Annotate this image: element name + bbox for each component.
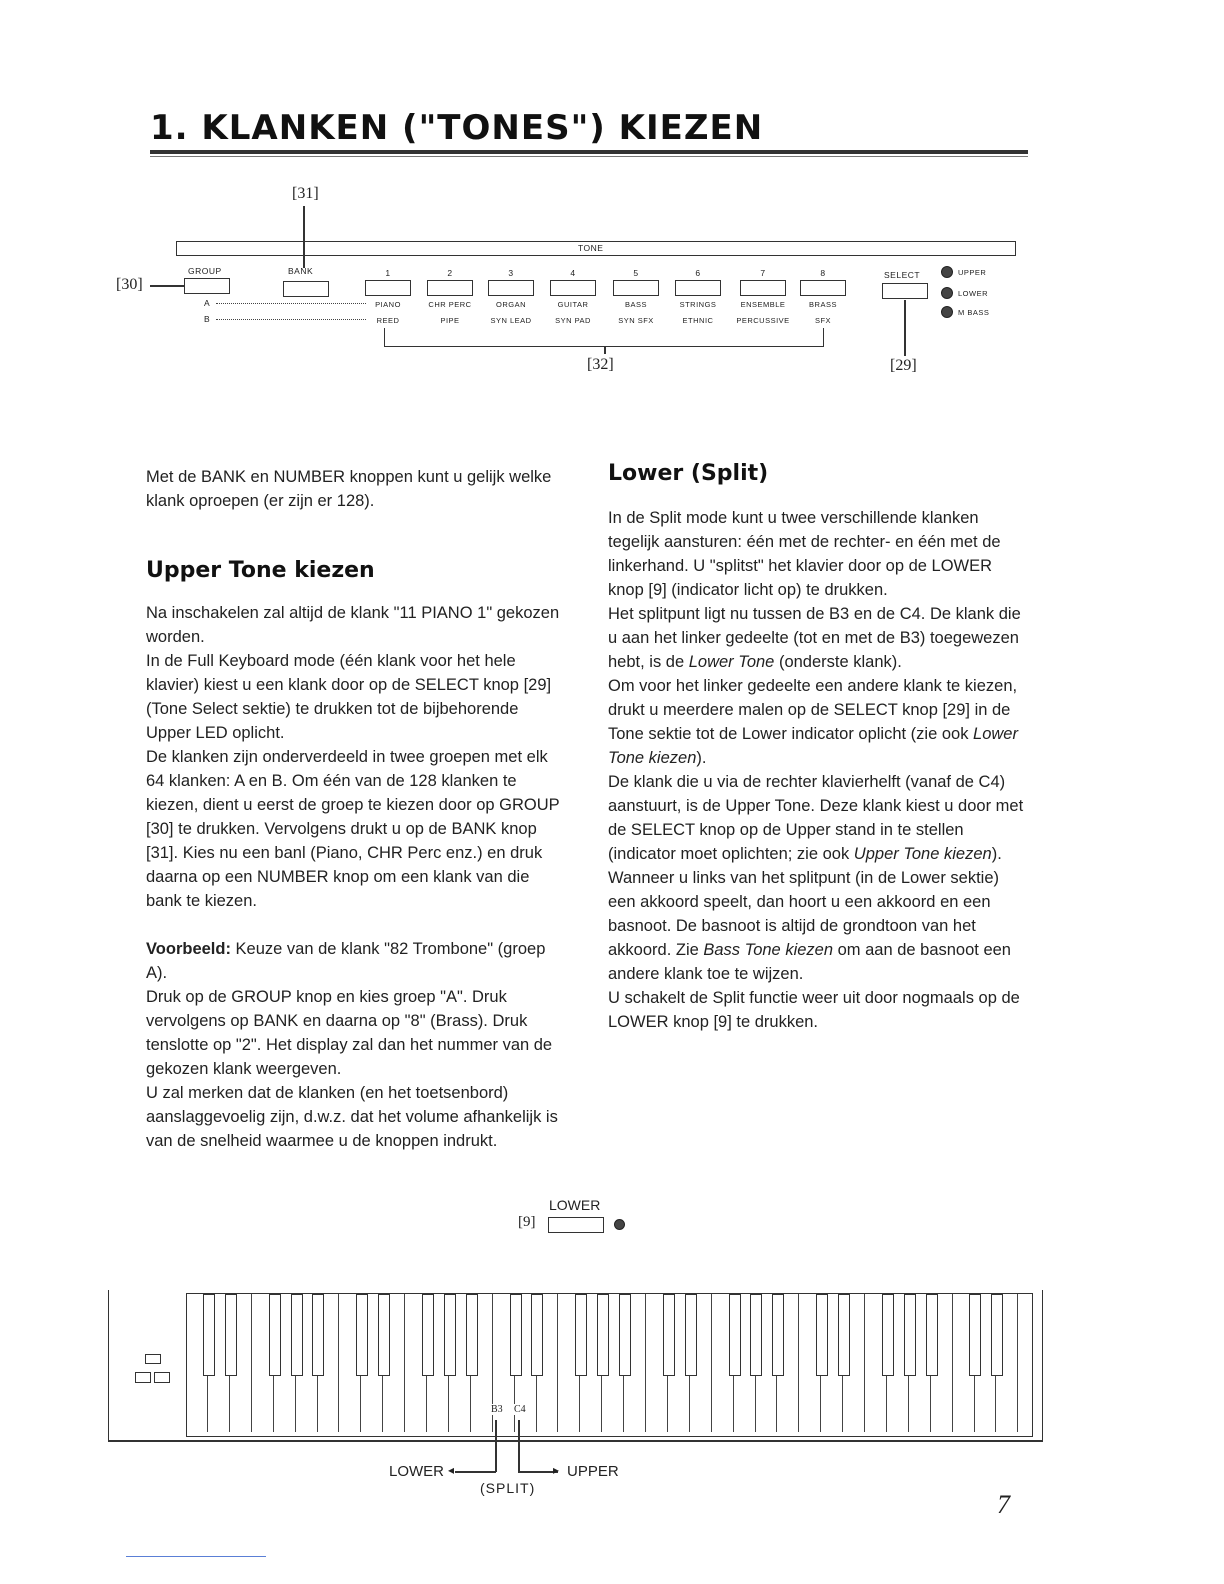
keyboard-upper-label: UPPER (567, 1463, 619, 1480)
upper-led-label: UPPER (958, 268, 987, 277)
right-column (608, 462, 1026, 1034)
paragraph: In de Full Keyboard mode (één klank voor het hele klavier) kiest u een klank door op de SELECT knop [29] (Tone Select sektie) te drukken tot de bijbehorende Upper LED oplicht. (146, 652, 552, 742)
lower-button-label: LOWER (549, 1197, 601, 1213)
b3-label: B3 (491, 1404, 503, 1415)
bank-pointer-line (303, 206, 305, 268)
black-key[interactable] (466, 1294, 478, 1376)
bank-button[interactable] (283, 281, 329, 297)
lower-arrow-line (455, 1471, 496, 1473)
example-label: Voorbeeld: (146, 940, 231, 958)
black-key[interactable] (378, 1294, 390, 1376)
page-number: 7 (997, 1490, 1010, 1519)
tone-label: TONE (578, 243, 604, 253)
black-key[interactable] (772, 1294, 784, 1376)
paragraph: U schakelt de Split functie weer uit door nogmaals op de LOWER knop [9] te drukken. (608, 989, 1020, 1031)
ref-number: [32] (587, 356, 614, 373)
bank-a-name: STRINGS (679, 300, 717, 309)
bank-b-name: PERCUSSIVE (736, 316, 790, 325)
ref-group: [30] (116, 276, 143, 293)
black-key[interactable] (269, 1294, 281, 1376)
bank-b-name: SFX (814, 316, 832, 325)
ref-lower: [9] (518, 1214, 536, 1230)
number-button-face[interactable] (550, 280, 596, 296)
number-button-face[interactable] (365, 280, 411, 296)
number-button-5[interactable] (610, 268, 662, 325)
black-key[interactable] (882, 1294, 894, 1376)
mbass-led-icon (941, 306, 953, 318)
paragraph: Na inschakelen zal altijd de klank "11 PIANO 1" gekozen worden. (146, 604, 560, 646)
number-button-8[interactable] (797, 268, 849, 325)
select-pointer-line (904, 300, 906, 356)
group-pointer-line (150, 285, 184, 287)
text: De klank die u via de rechter klavierhelft (vanaf de C4) aanstuurt, is de Upper Tone. Deze klank kiest u door met de SELECT knop op de Upper stand in te stellen (indicator moet oplichten; zie ook (608, 773, 1024, 863)
number-button-face[interactable] (800, 280, 846, 296)
bank-a-name: CHR PERC (428, 300, 472, 309)
upper-arrow-line (518, 1471, 558, 1473)
split-label: (SPLIT) (480, 1480, 536, 1496)
black-key[interactable] (291, 1294, 303, 1376)
left-column (146, 465, 566, 1153)
number-button-2[interactable] (424, 268, 476, 325)
group-label: GROUP (188, 266, 222, 276)
paragraph (608, 674, 1026, 770)
emphasis: Upper Tone kiezen (853, 845, 992, 863)
split-line-right (518, 1420, 520, 1472)
black-key[interactable] (969, 1294, 981, 1376)
mbass-led-label: M BASS (958, 308, 990, 317)
c4-label: C4 (514, 1404, 526, 1415)
upper-led-icon (941, 266, 953, 278)
arrow-left-icon: ◂ (448, 1463, 455, 1477)
ref-bank: [31] (292, 185, 319, 202)
bank-b-name: SYN SFX (618, 316, 654, 325)
number-button-face[interactable] (613, 280, 659, 296)
number-pointer-line (604, 346, 606, 354)
number-label: 5 (633, 268, 639, 278)
intro-paragraph: Met de BANK en NUMBER knoppen kunt u gelijk welke klank oproepen (er zijn er 128). (146, 468, 552, 510)
number-label: 6 (695, 268, 701, 278)
bank-a-name: PIANO (375, 300, 401, 309)
select-label: SELECT (884, 270, 921, 280)
keys (187, 1294, 1032, 1434)
panel-button-icon (135, 1372, 151, 1383)
number-button-face[interactable] (427, 280, 473, 296)
footer-rule (126, 1556, 266, 1557)
text: om aan de basnoot een andere klank toe te wijzen. (608, 941, 1011, 983)
lower-led-label: LOWER (958, 289, 989, 298)
paragraph (608, 602, 1026, 674)
number-button-1[interactable] (362, 268, 414, 325)
black-key[interactable] (422, 1294, 434, 1376)
number-button-4[interactable] (547, 268, 599, 325)
bank-a-name: ENSEMBLE (740, 300, 786, 309)
paragraph (608, 770, 1026, 866)
split-line-left (495, 1420, 497, 1472)
black-key[interactable] (575, 1294, 587, 1376)
number-bracket (384, 328, 824, 347)
bank-b-name: SYN PAD (555, 316, 591, 325)
black-key[interactable] (991, 1294, 1003, 1376)
paragraph: In de Split mode kunt u twee verschillende klanken tegelijk aansturen: één met de rechter- en één met de linkerhand. U "splitst" het klavier door op de LOWER knop [9] (indicator licht op) te drukken. (608, 509, 1001, 599)
heading-lower-split: Lower (Split) (608, 461, 769, 486)
black-key[interactable] (729, 1294, 741, 1376)
black-key[interactable] (531, 1294, 543, 1376)
select-button[interactable] (882, 283, 928, 299)
example-text: Keuze van de klank "82 Trombone" (groep A). (146, 940, 546, 982)
page-title: 1. KLANKEN ("TONES") KIEZEN (150, 108, 764, 148)
bank-b-name: SYN LEAD (490, 316, 532, 325)
black-key[interactable] (356, 1294, 368, 1376)
example-paragraph (146, 937, 566, 985)
bank-b-name: ETHNIC (682, 316, 714, 325)
panel-button-icon (145, 1354, 161, 1364)
black-key[interactable] (926, 1294, 938, 1376)
group-a-line (216, 303, 366, 304)
arrow-right-icon: ▸ (553, 1463, 560, 1477)
number-button-7[interactable] (733, 268, 793, 325)
number-label: 2 (447, 268, 453, 278)
group-button[interactable] (184, 278, 230, 294)
bank-a-name: ORGAN (495, 300, 526, 309)
tone-panel-diagram (0, 0, 1224, 400)
text: ). (696, 749, 707, 767)
emphasis: Bass Tone kiezen (703, 941, 834, 959)
paragraph: De klanken zijn onderverdeeld in twee groepen met elk 64 klanken: A en B. Om één van de 128 klanken te kiezen, dient u eerst de groep te kiezen door op GROUP [30] te drukken. Vervolgens drukt u op de BANK knop [31]. Kies nu een banl (Piano, CHR Perc enz.) en druk daarna op een NUMBER knop om een klank van die bank te kiezen. (146, 748, 560, 910)
emphasis: Lower Tone (688, 653, 775, 671)
panel-button-icon (154, 1372, 170, 1383)
number-label: 7 (760, 268, 766, 278)
lower-led-icon (941, 287, 953, 299)
black-key[interactable] (203, 1294, 215, 1376)
text: Wanneer u links van het splitpunt (in de Lower sektie) een akkoord speelt, dan hoort u een akkoord en een basnoot. De basnoot is altijd de grondtoon van het akkoord. Zie (608, 869, 1000, 959)
bank-b-name: REED (376, 316, 400, 325)
number-button-3[interactable] (485, 268, 537, 325)
heading-upper-tone: Upper Tone kiezen (146, 558, 375, 583)
number-button-6[interactable] (672, 268, 724, 325)
emphasis: Lower Tone kiezen (608, 725, 1018, 767)
bank-a-name: BRASS (809, 300, 837, 309)
paragraph: U zal merken dat de klanken (en het toetsenbord) aanslaggevoelig zijn, d.w.z. dat het volume afhankelijk is van de snelheid waarmee u de knoppen indrukt. (146, 1084, 558, 1150)
black-key[interactable] (816, 1294, 828, 1376)
lower-button[interactable] (548, 1217, 604, 1233)
lower-led-icon (614, 1219, 625, 1230)
paragraph: Druk op de GROUP knop en kies groep "A". Druk vervolgens op BANK en daarna op "8" (Brass). Druk tenslotte op "2". Het display zal dan het nummer van de gekozen klank weergeven. (146, 988, 553, 1078)
text: ). (991, 845, 1002, 863)
text: Het splitpunt ligt nu tussen de B3 en de C4. De klank die u aan het linker gedeelte (tot en met de B3) toegewezen hebt, is de (608, 605, 1021, 671)
black-key[interactable] (750, 1294, 762, 1376)
text: Om voor het linker gedeelte een andere klank te kiezen, drukt u meerdere malen op de SELECT knop [29] in de Tone sektie tot de Lower indicator oplicht (zie ook (608, 677, 1018, 743)
black-key[interactable] (225, 1294, 237, 1376)
group-a-label: A (204, 298, 211, 308)
black-key[interactable] (838, 1294, 850, 1376)
group-b-line (216, 319, 366, 320)
black-key[interactable] (312, 1294, 324, 1376)
number-label: 8 (820, 268, 826, 278)
black-key[interactable] (904, 1294, 916, 1376)
number-button-face[interactable] (488, 280, 534, 296)
black-key[interactable] (619, 1294, 631, 1376)
keyboard-lower-label: LOWER (389, 1463, 445, 1480)
bank-label: BANK (288, 266, 314, 276)
keybed (186, 1293, 1033, 1437)
bank-a-name: BASS (624, 300, 647, 309)
bank-b-name: PIPE (440, 316, 460, 325)
black-key[interactable] (685, 1294, 697, 1376)
black-key[interactable] (510, 1294, 522, 1376)
group-b-label: B (204, 314, 211, 324)
number-button-face[interactable] (675, 280, 721, 296)
number-button-face[interactable] (740, 280, 786, 296)
bank-a-name: GUITAR (557, 300, 589, 309)
paragraph (608, 866, 1026, 986)
number-label: 4 (570, 268, 576, 278)
number-label: 3 (508, 268, 514, 278)
number-label: 1 (385, 268, 391, 278)
ref-select: [29] (890, 357, 917, 374)
black-key[interactable] (663, 1294, 675, 1376)
black-key[interactable] (597, 1294, 609, 1376)
text: (onderste klank). (774, 653, 902, 671)
keyboard-illustration (108, 1290, 1043, 1450)
black-key[interactable] (444, 1294, 456, 1376)
